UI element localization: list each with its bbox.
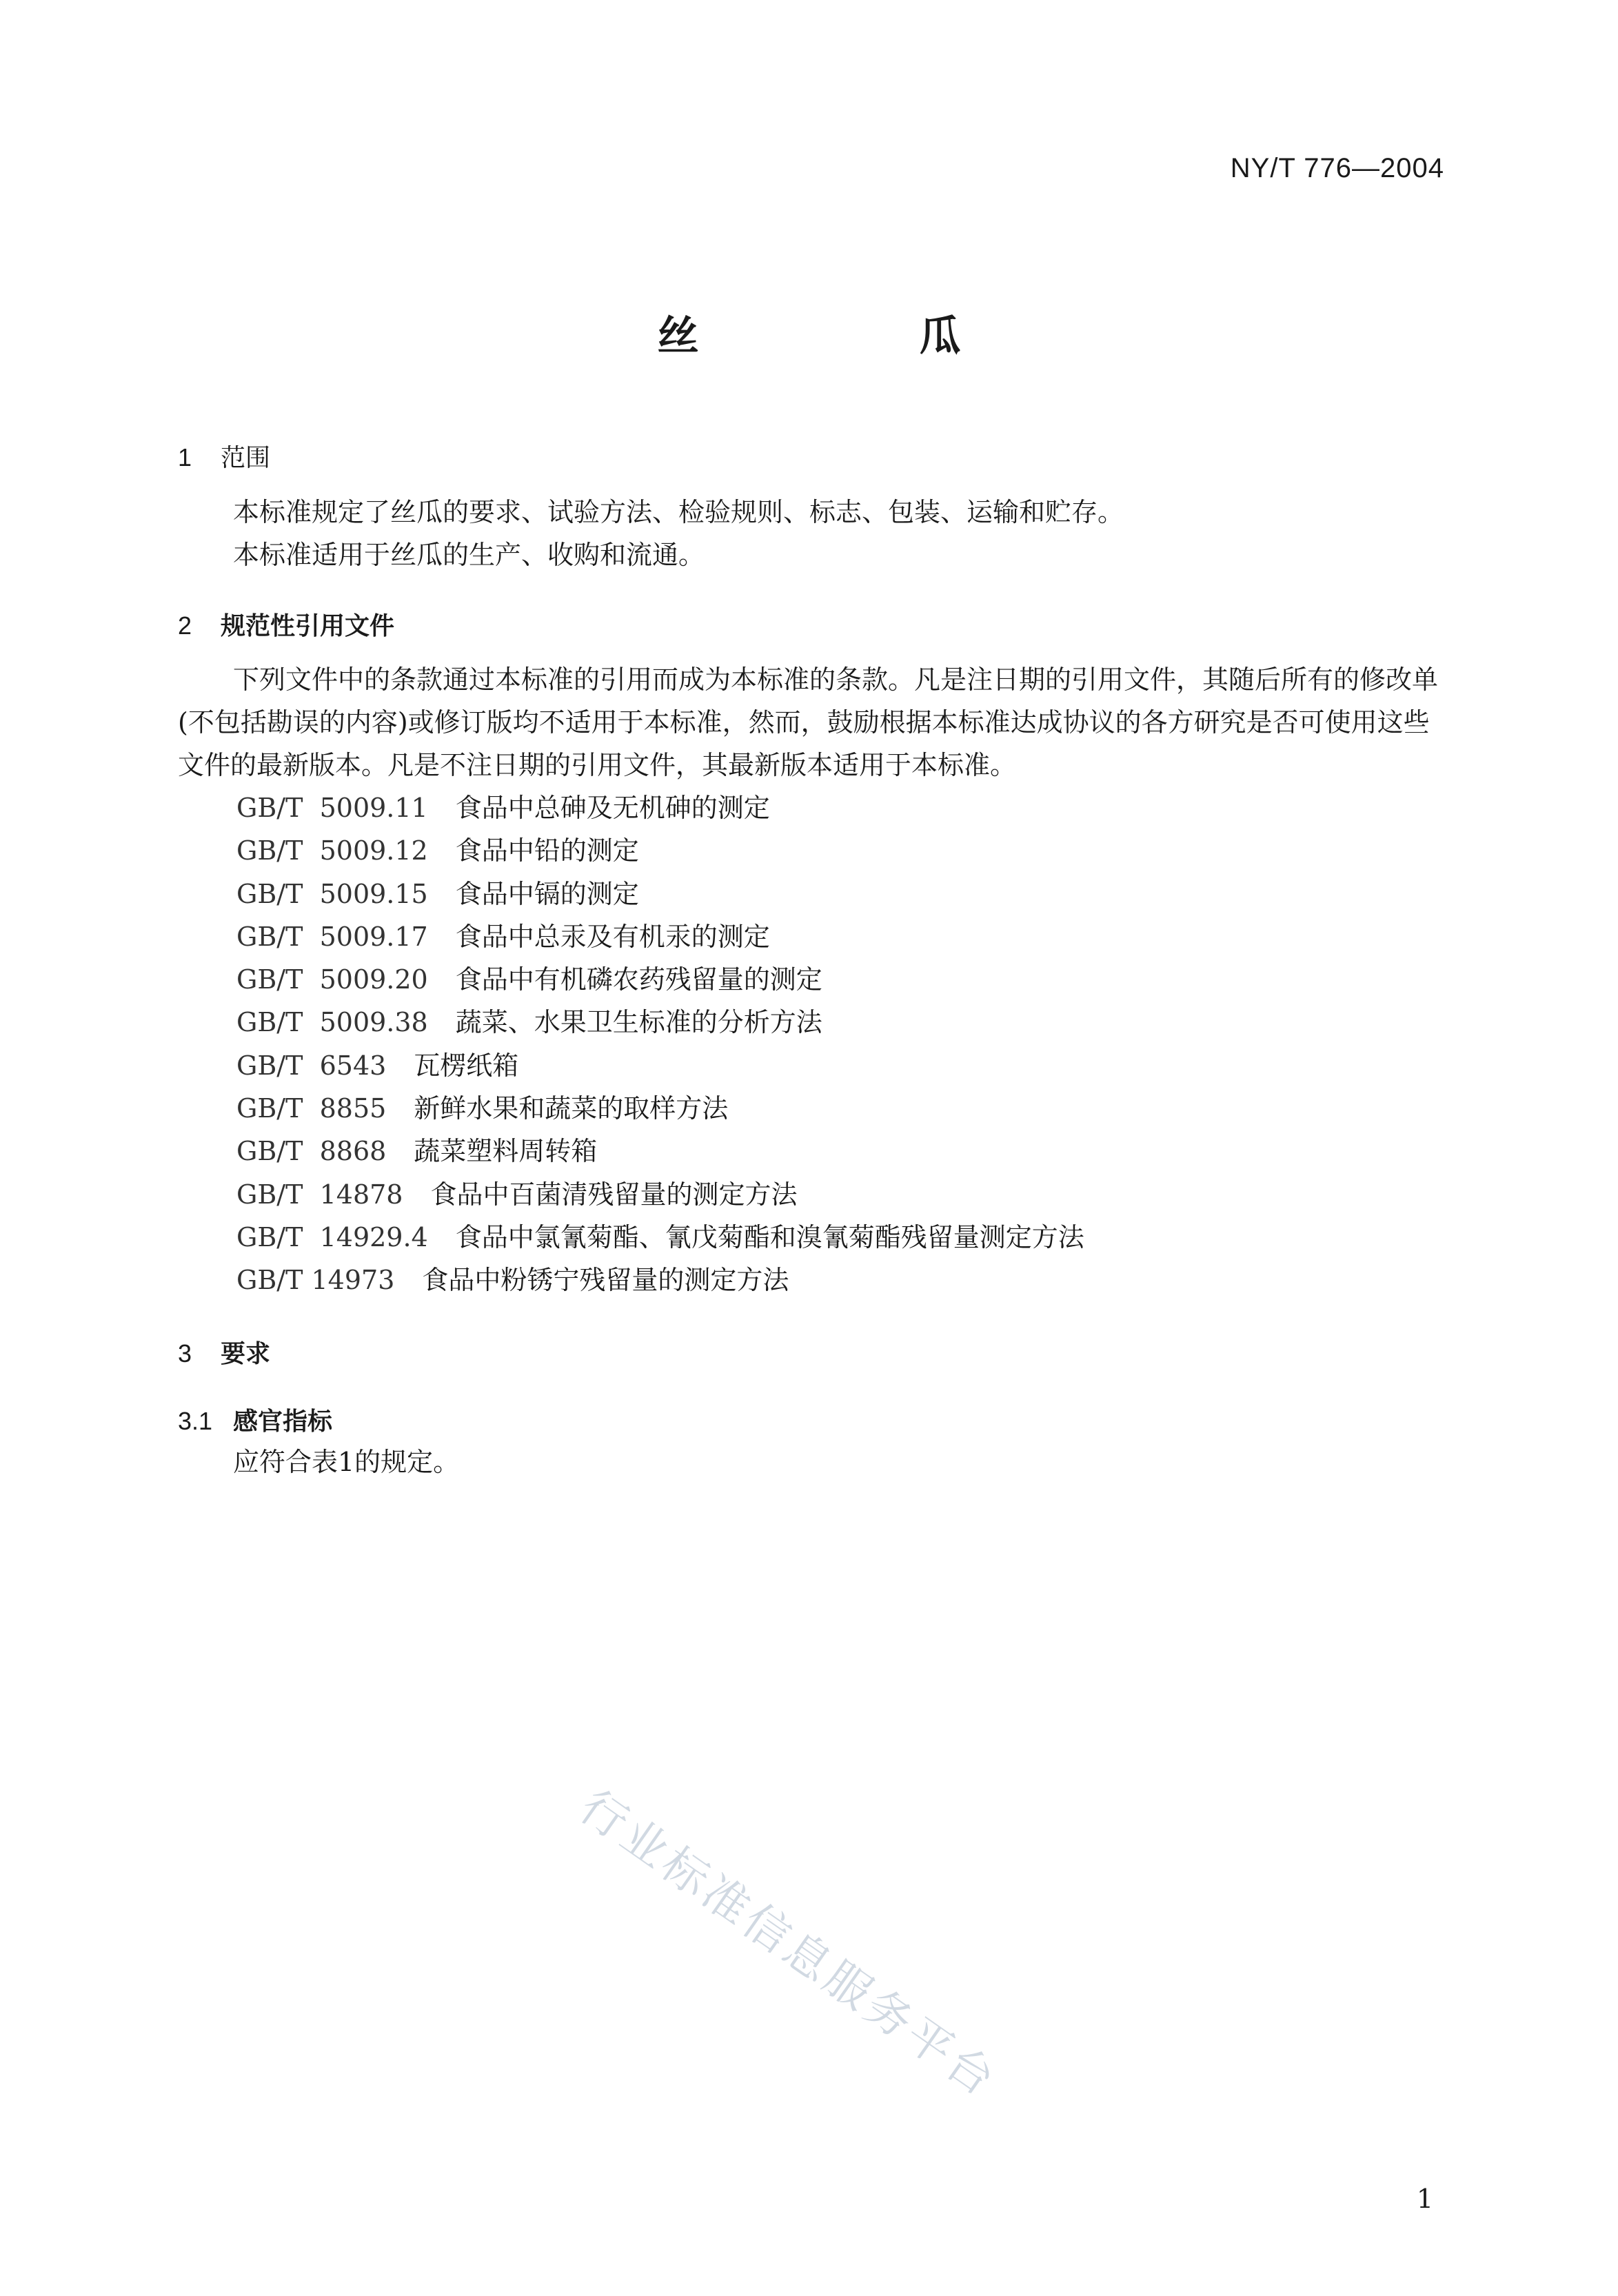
section-normative-references [178,607,394,642]
section-heading [178,607,394,642]
watermark: 行业标准信息服务平台 [570,1780,1008,2109]
reference-title: 食品中粉锈宁残留量的测定方法 [422,1265,789,1296]
section-number: 2 [178,611,192,640]
section-heading [178,438,270,474]
section-title: 要求 [221,1340,271,1368]
paragraph: 应符合表1的规定。 [233,1447,460,1477]
reference-title: 蔬菜、水果卫生标准的分析方法 [455,1007,822,1038]
section-scope [178,438,270,474]
reference-code: GB/T 8868 [236,1136,387,1167]
reference-item [178,1087,1446,1130]
reference-code: GB/T 5009.12 [236,835,428,866]
reference-item [178,1259,1446,1301]
reference-title: 食品中总汞及有机汞的测定 [455,921,770,952]
reference-item [178,1001,1446,1044]
reference-title: 食品中有机磷农药残留量的测定 [455,964,822,995]
section-title: 感官指标 [233,1408,333,1436]
paragraph: 下列文件中的条款通过本标准的引用而成为本标准的条款。凡是注日期的引用文件，其随后所有的修改单(不包括勘误的内容)或修订版均不适用于本标准，然而，鼓励根据本标准达成协议的各方研究是否可使用这些文件的最新版本。凡是不注日期的引用文件，其最新版本适用于本标准。 [178,664,1439,780]
page-number: 1 [1416,2184,1433,2214]
reference-code: GB/T 8855 [236,1093,387,1124]
section-number: 3 [178,1339,192,1368]
reference-title: 食品中氯氰菊酯、氰戊菊酯和溴氰菊酯残留量测定方法 [455,1221,1084,1252]
reference-item [178,1130,1446,1172]
reference-item [178,958,1446,1001]
document-title: 丝 瓜 [657,312,1051,360]
section-sensory-body [178,1441,1446,1483]
section-requirements [178,1334,270,1370]
reference-title: 食品中铅的测定 [455,835,639,866]
section-heading [178,1402,332,1437]
section-scope-body [178,491,1446,576]
reference-title: 蔬菜塑料周转箱 [414,1136,598,1167]
reference-item [178,1044,1446,1087]
section-heading [178,1334,270,1370]
section-title: 范围 [221,444,271,472]
reference-item [178,915,1446,958]
reference-title: 食品中百菌清残留量的测定方法 [430,1179,798,1210]
reference-code: GB/T 5009.38 [236,1007,428,1038]
section-number: 3.1 [178,1407,213,1435]
reference-code: GB/T 6543 [236,1050,387,1081]
reference-item [178,786,1446,829]
reference-code: GB/T 5009.17 [236,921,428,952]
paragraph: 本标准适用于丝瓜的生产、收购和流通。 [233,540,705,570]
reference-code: GB/T 14929.4 [236,1221,428,1252]
reference-item [178,829,1446,872]
reference-item [178,873,1446,915]
reference-title: 瓦楞纸箱 [414,1050,519,1081]
reference-code: GB/T 5009.15 [236,878,428,909]
reference-list [178,786,1446,1302]
reference-item [178,1216,1446,1259]
reference-title: 食品中总砷及无机砷的测定 [455,793,770,823]
section-sensory-indicators [178,1402,332,1437]
reference-title: 新鲜水果和蔬菜的取样方法 [414,1093,729,1124]
reference-code: GB/T 14878 [236,1179,403,1210]
reference-code: GB/T 5009.20 [236,964,428,995]
standard-code: NY/T 776—2004 [1230,153,1444,183]
section-references-body [178,658,1446,1302]
reference-item [178,1173,1446,1216]
reference-code: GB/T 5009.11 [236,793,428,823]
reference-code: GB/T 14973 [236,1265,395,1296]
paragraph: 本标准规定了丝瓜的要求、试验方法、检验规则、标志、包装、运输和贮存。 [233,497,1124,527]
reference-title: 食品中镉的测定 [455,878,639,909]
section-title: 规范性引用文件 [221,612,395,640]
section-number: 1 [178,443,192,471]
